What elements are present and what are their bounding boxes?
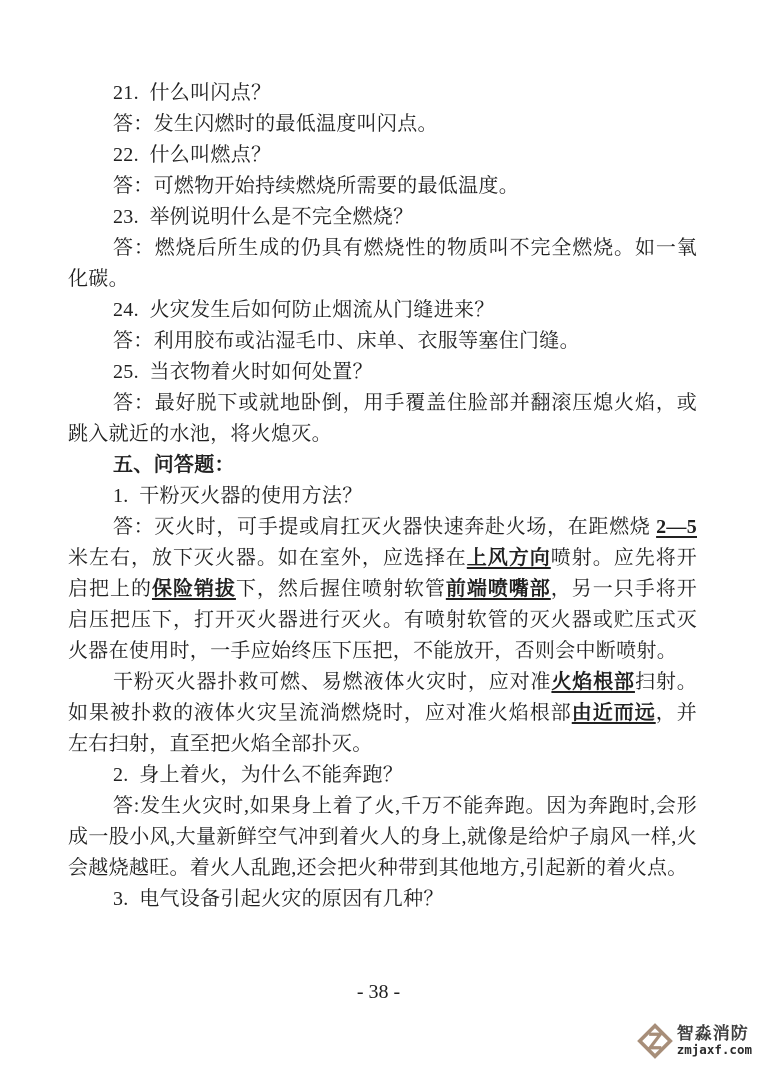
brand-logo-icon: [637, 1023, 673, 1059]
text-run: 扫射。如果被扑救的液体火灾呈流淌燃烧时，应对准火焰根部: [68, 671, 697, 724]
emphasized-text: 前端喷嘴部: [445, 578, 551, 600]
brand-text-block: [677, 1025, 752, 1057]
section-heading: [68, 450, 697, 481]
page-number: - 38 -: [356, 981, 401, 1003]
text-run: 24. 火灾发生后如何防止烟流从门缝进来？: [113, 299, 495, 321]
text-run: 米左右，放下灭火器。如在室外，应选择在: [68, 547, 467, 569]
text-run: 答：发生闪燃时的最低温度叫闪点。: [113, 113, 438, 135]
text-run: 3. 电气设备引起火灾的原因有几种？: [113, 888, 444, 910]
text-run: 2. 身上着火，为什么不能奔跑？: [113, 764, 404, 786]
text-run: 答：燃烧后所生成的仍具有燃烧性的物质叫不完全燃烧。如一氧化碳。: [68, 237, 697, 290]
paragraph: [68, 760, 697, 791]
paragraph: [68, 109, 697, 140]
text-run: ，并左右扫射，直至把火焰全部扑灭。: [68, 702, 698, 755]
text-run: 五、问答题：: [113, 454, 235, 476]
paragraph: [68, 295, 697, 326]
emphasized-text: 上风方向: [466, 547, 551, 569]
paragraph: [68, 388, 697, 450]
brand-watermark: [637, 1023, 752, 1059]
paragraph: [68, 202, 697, 233]
paragraph: [68, 884, 697, 915]
emphasized-text: 2—5: [656, 516, 697, 538]
paragraph: [68, 326, 697, 357]
text-run: 23. 举例说明什么是不完全燃烧？: [113, 206, 414, 228]
text-run: 答：可燃物开始持续燃烧所需要的最低温度。: [113, 175, 519, 197]
text-run: 答：利用胶布或沾湿毛巾、床单、衣服等塞住门缝。: [113, 330, 580, 352]
text-run: 1. 干粉灭火器的使用方法？: [113, 485, 363, 507]
text-run: 答：最好脱下或就地卧倒，用手覆盖住脸部并翻滚压熄火焰，或跳入就近的水池，将火熄灭。: [68, 392, 697, 445]
paragraph: [68, 481, 697, 512]
text-run: 25. 当衣物着火时如何处置？: [113, 361, 373, 383]
paragraph: [68, 171, 697, 202]
emphasized-text: 火焰根部: [551, 671, 635, 693]
text-run: ，另一只手将开启压把压下，打开灭火器进行灭火。有喷射软管的灭火器或贮压式灭火器在使用时，一手应始终压下压把，不能放开，否则会中断喷射。: [68, 578, 698, 662]
paragraph: [68, 140, 697, 171]
paragraph: [68, 791, 697, 884]
text-run: 答：灭火时，可手提或肩扛灭火器快速奔赴火场，在距燃烧: [113, 516, 657, 538]
paragraph: [68, 667, 697, 760]
brand-name: 智淼消防: [676, 1024, 749, 1044]
text-run: 喷射。应先将开启把上的: [68, 547, 698, 600]
emphasized-text: 保险销拔: [151, 578, 236, 600]
emphasized-text: 由近而远: [571, 702, 656, 724]
text-run: 21. 什么叫闪点？: [113, 82, 272, 104]
paragraph: [68, 512, 697, 667]
paragraph: [68, 233, 697, 295]
text-run: 答:发生火灾时,如果身上着了火,千万不能奔跑。因为奔跑时,会形成一股小风,大量新鲜空气冲到着火人的身上,就像是给炉子扇风一样,火会越烧越旺。着火人乱跑,还会把火种带到其他地方,引起新的着火点。: [68, 795, 697, 879]
text-run: 22. 什么叫燃点？: [113, 144, 272, 166]
text-run: 下，然后握住喷射软管: [235, 578, 446, 600]
brand-url: zmjaxf.com: [676, 1042, 752, 1058]
paragraph: [68, 78, 697, 109]
text-run: 干粉灭火器扑救可燃、易燃液体火灾时，应对准: [113, 671, 552, 693]
paragraph: [68, 357, 697, 388]
document-body: [68, 78, 697, 915]
